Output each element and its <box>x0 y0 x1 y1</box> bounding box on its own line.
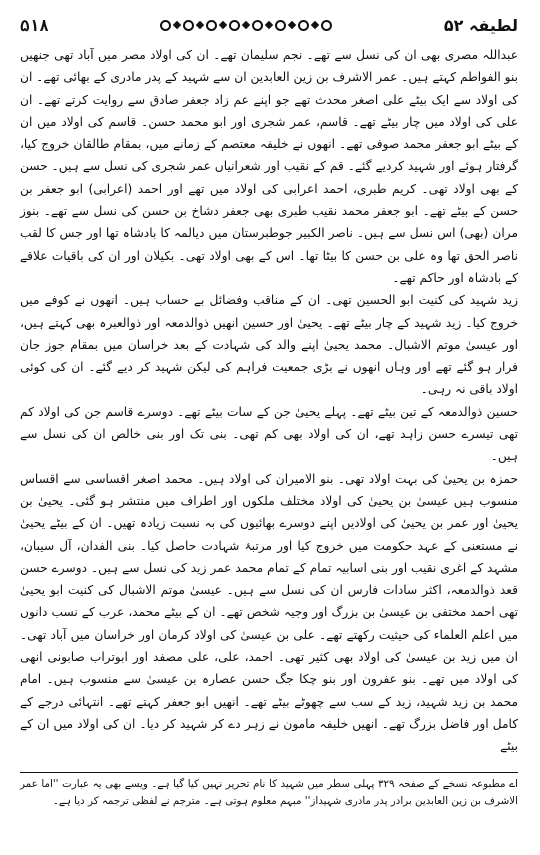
footnote: اے مطبوعہ نسخے کے صفحہ ۳۲۹ پہلی سطر میں شہید کا نام تحریر نہیں کیا گیا ہے۔ ویسے بھی یہ عبارت ''اما عمر الاشرف بن زین العابدین برادر پدر مادری شہیداز'' مبہم معلوم ہوتی ہے۔ مترجم نے لفظی ترجمہ کر دیا ہے۔ <box>20 777 519 807</box>
paragraph: حسین ذوالدمعہ کے تین بیٹے تھے۔ پہلے یحییٰ جن کے سات بیٹے تھے۔ دوسرے قاسم جن کی اولاد کم تھی تیسرے حسن زاہد تھے، ان کی اولاد بھی کم تھی۔ بنی تک اور بنی خالص ان کی نسل سے ہیں۔ <box>20 404 518 464</box>
paragraph: زید شہید کی کنیت ابو الحسین تھی۔ ان کے مناقب وفضائل بے حساب ہیں۔ انھوں نے کوفے میں خروج کیا۔ زید شہید کے چار بیٹے تھے۔ یحییٰ اور حسین انھیں ذوالدمعہ اور ذوالعبرہ بھی کہتے ہیں، اور عیسیٰ موتم الاشبال۔ محمد یحییٰ اپنے والد کی شہادت کے بعد خراسان میں بمقام جوز جان فرار ہو گئے تھے اور وہاں انھوں نے بڑی جمعیت فراہم کی لیکن شہید کر دیے گئے۔ ان کی کوئی اولاد باقی نہ رہی۔ <box>20 293 518 397</box>
paragraph: عبداللہ مصری بھی ان کی نسل سے تھے۔ نجم سلیمان تھے۔ ان کی اولاد مصر میں آباد تھی جنھیں بنو الفواطم کہتے ہیں۔ عمر الاشرف بن زین العابدین ان سے شہید کے پدر مادری کے بھائی تھے۔ ان کی اولاد سے ایک بیٹے علی اصغر محدث تھے جو اپنے عم زاد جعفر صادق سے روایت کرتے تھے۔ ان علی کی اولاد میں چار بیٹے تھے۔ قاسم، عمر شجری اور ابو محمد حسن۔ قاسم کی اولاد میں ان کے بیٹے ابو جعفر محمد صوفی تھے۔ انھوں نے خلیفہ معتصم کے زمانے میں، بمقام طالقان خروج کیا، گرفتار ہوئے اور شہید کردیے گئے۔ قم کے نقیب اور شعرانیاں عمر شجری کی نسل سے ہیں۔ حسن کے بھی اولاد تھی۔ کریم طبری، احمد اعرابی کی اولاد میں تھے اور احمد (اعرابی) ابو جعفر بن حسن کے بیٹے تھے۔ ابو جعفر محمد نقیب طبری بھی جعفر دشاخ بن حسن کی نسل سے تھے۔ بنوز مران (بھی) اس نسل سے ہیں۔ ناصر الکبیر جوطبرستان میں دیالمہ کا بادشاہ تھا اور جس کا لقب ناصر الحق تھا وہ علی بن حسن کا بیٹا تھا۔ اس کے بھی اولاد تھی۔ بکیلان اور ان کی باقیات علاقے کے بادشاہ اور حاکم تھے۔ <box>20 48 518 285</box>
page-header <box>20 0 518 42</box>
header-ornament-icon <box>160 20 332 31</box>
footnote-divider <box>20 772 518 773</box>
paragraph: حمزہ بن یحییٰ کی بہت اولاد تھی۔ بنو الامیران کی اولاد ہیں۔ محمد اصغر اقساسی سے اقساس منسوب ہیں عیسیٰ بن یحییٰ کی اولاد مختلف ملکوں اور اطراف میں منتشر ہو گئی۔ یحییٰ بن یحییٰ اور عمر بن یحییٰ کی اولادیں اپنے دوسرے بھائیوں کی بہ نسبت زیادہ تھیں۔ ان کے بیٹے یحییٰ نے مستعنی کے عہد حکومت میں خروج کیا اور مرتبۂ شہادت حاصل کیا۔ بنی الفدان، آل سیبان، مشہد کے اغری نقیب اور بنی اسابیہ تمام کے تمام محمد عمر زید کی نسل سے ہیں۔ دوسرے حسن قعد ذوالدمعہ، اکثر سادات فارس ان کی نسل سے ہیں۔ عیسیٰ موتم الاشبال کی کنیت ابو یحییٰ تھی احمد مختفی بن عیسیٰ بن بزرگ اور وجیہ شخص تھے۔ ان کے بیٹے محمد، عرب کے نسب دانوں میں اعلم العلماء کی حیثیت رکھتے تھے۔ علی بن عیسیٰ کی اولاد کرمان اور خراسان میں آباد تھی۔ ان میں زید بن عیسیٰ کی اولاد بھی کثیر تھی۔ احمد، علی، علی مصفد اور ابوتراب صابونی انھی کی اولاد میں تھے۔ بنو عفرون اور بنو چکا جگ حسن عصارہ بن عیسیٰ سے منسوب ہیں۔ امام محمد بن زید شہید، زید کے سب سے چھوٹے بیٹے تھے۔ انھیں ابو جعفر کہتے تھے۔ انتہائی درجے کے کامل اور فاضل بزرگ تھے۔ انھیں خلیفہ مامون نے زہر دے کر شہید کر دیا۔ ان کی اولاد میں ان کے بیٹے <box>20 471 518 754</box>
page-body <box>20 44 518 758</box>
page-number: ۵۱۸ <box>20 15 49 35</box>
page-title: لطیفہ ۵۲ <box>443 15 518 35</box>
